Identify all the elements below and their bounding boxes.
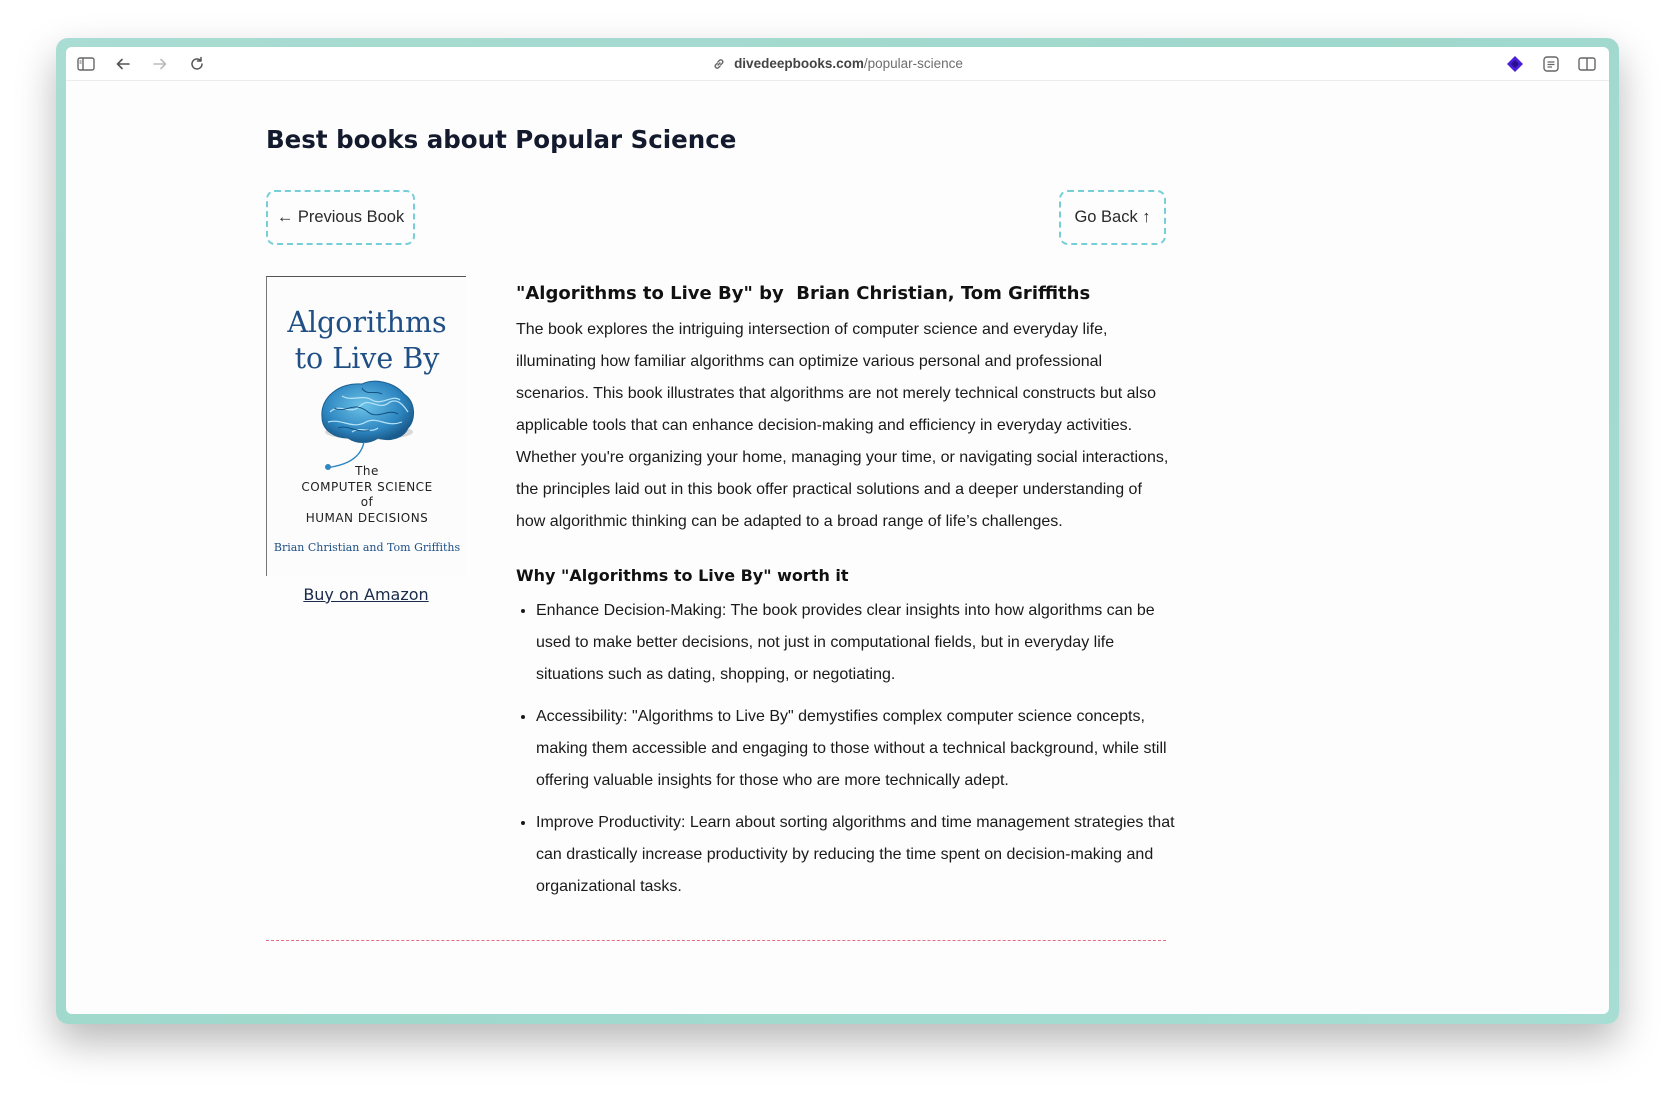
cover-subtitle-line: HUMAN DECISIONS: [305, 510, 429, 525]
address-bar[interactable]: [66, 47, 1609, 80]
brain-illustration: [312, 372, 422, 472]
reload-icon[interactable]: [188, 55, 206, 73]
reasons-list: [516, 595, 1176, 913]
cover-title: [267, 305, 466, 377]
cover-title-line: to Live By: [294, 342, 440, 375]
book-description: The book explores the intriguing intersection of computer science and everyday life, illuminating how familiar algorithms can optimize various personal and professional scenarios. This book illustrates that algorithms are not merely technical constructs but also applicable tools that can enhance decision-making and efficiency in everyday activities. Whether you're organizing your home, managing your time, or navigating social interactions, the principles laid out in this book offer practical solutions and a deeper understanding of how algorithmic thinking can be adapted to a broad range of life’s challenges.: [516, 321, 1169, 530]
browser-toolbar: [66, 47, 1609, 81]
list-item: • Accessibility: "Algorithms to Live By" demystifies complex computer science concepts, making them accessible and engaging to those without a technical background, while still offering valuable insights for those who are more technically adept.: [536, 701, 1176, 797]
list-item: • Enhance Decision-Making: The book provides clear insights into how algorithms can be used to make better decisions, not just in computational fields, but in everyday life situations such as dating, shopping, or negotiating.: [536, 595, 1176, 691]
go-back-button[interactable]: Go Back ↑: [1059, 190, 1166, 245]
buy-on-amazon-link[interactable]: Buy on Amazon: [303, 585, 429, 604]
cover-title-line: Algorithms: [287, 306, 447, 339]
link-icon: [712, 57, 726, 71]
cover-subtitle: [267, 464, 466, 526]
previous-book-button[interactable]: ← Previous Book: [266, 190, 415, 245]
reader-icon[interactable]: [1542, 55, 1560, 73]
why-heading: Why "Algorithms to Live By" worth it: [516, 566, 849, 585]
browser-window: [66, 47, 1609, 1014]
extension-icon[interactable]: [1506, 55, 1524, 73]
book-heading: "Algorithms to Live By" by Brian Christian, Tom Griffiths: [516, 283, 1091, 304]
cover-subtitle-line: COMPUTER SCIENCE: [301, 479, 433, 494]
cover-subtitle-line: of: [360, 495, 374, 509]
url-host: divedeepbooks.com: [734, 56, 864, 71]
cover-authors: Brian Christian and Tom Griffiths: [273, 541, 461, 554]
list-item: • Improve Productivity: Learn about sorting algorithms and time management strategies that can drastically increase productivity by reducing the time spent on decision-making and organizational tasks.: [536, 807, 1176, 903]
forward-arrow-icon[interactable]: [151, 55, 169, 73]
split-view-icon[interactable]: [1578, 55, 1596, 73]
page-title: Best books about Popular Science: [266, 125, 737, 154]
page-content: [266, 80, 1175, 1010]
book-cover-image[interactable]: [266, 276, 466, 576]
section-divider: [266, 940, 1166, 941]
cover-subtitle-line: The: [355, 464, 379, 478]
back-arrow-icon[interactable]: [114, 55, 132, 73]
sidebar-icon[interactable]: [77, 55, 95, 73]
url-path: /popular-science: [863, 56, 963, 71]
